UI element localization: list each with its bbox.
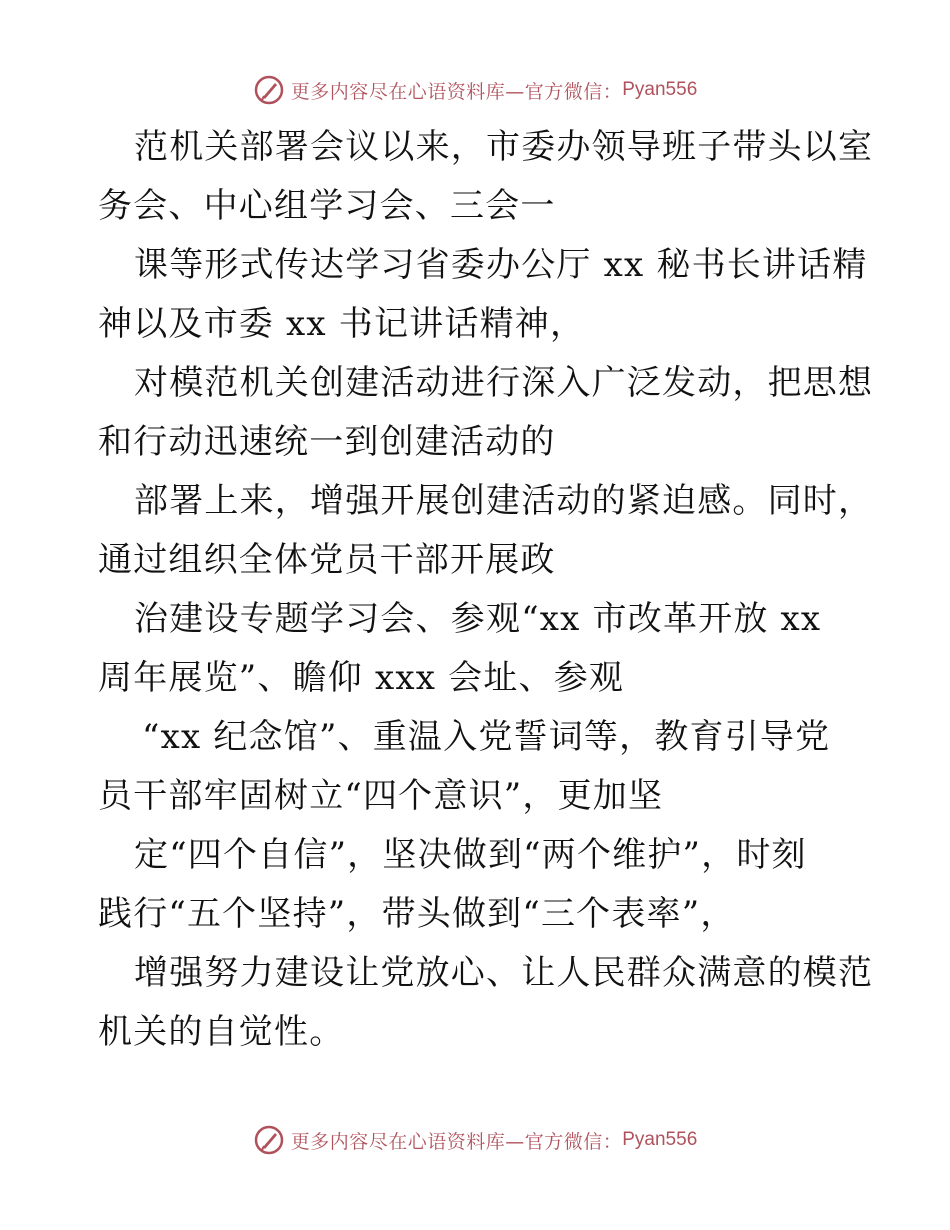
watermark-text: 更多内容尽在心语资料库—官方微信： [290, 1130, 623, 1153]
document-body [98, 118, 874, 1062]
quill-logo-icon [253, 1124, 285, 1156]
text-line: 对模范机关创建活动进行深入广泛发动，把思想 [134, 363, 874, 403]
text-line: 机关的自觉性。 [98, 1012, 345, 1052]
quill-logo-icon [253, 74, 285, 106]
text-line: 范机关部署会议以来，市委办领导班子带头以室 [134, 127, 874, 167]
watermark-contact: Pyan556 [622, 1129, 698, 1150]
text-line: 定“四个自信”，坚决做到“两个维护”，时刻 [134, 835, 807, 875]
watermark-contact: Pyan556 [622, 79, 698, 100]
text-line: 务会、中心组学习会、三会一 [98, 186, 556, 226]
text-line: 增强努力建设让党放心、让人民群众满意的模范 [134, 953, 874, 993]
header-watermark [0, 70, 950, 110]
text-line: 践行“五个坚持”，带头做到“三个表率”， [98, 894, 736, 934]
text-line: 周年展览”、瞻仰 xxx 会址、参观 [98, 658, 625, 698]
watermark-text: 更多内容尽在心语资料库—官方微信： [290, 80, 623, 103]
text-line: 和行动迅速统一到创建活动的 [98, 422, 556, 462]
footer-watermark [0, 1120, 950, 1160]
text-line: 神以及市委 xx 书记讲话精神， [98, 304, 586, 344]
text-line: 治建设专题学习会、参观“xx 市改革开放 xx [134, 599, 822, 639]
text-line: 课等形式传达学习省委办公厅 xx 秘书长讲话精 [134, 245, 868, 285]
text-line: 员干部牢固树立“四个意识”，更加坚 [98, 776, 664, 816]
text-line: 部署上来，增强开展创建活动的紧迫感。同时， [134, 481, 874, 521]
text-line: 通过组织全体党员干部开展政 [98, 540, 556, 580]
text-line: “xx 纪念馆”、重温入党誓词等，教育引导党 [142, 717, 831, 757]
